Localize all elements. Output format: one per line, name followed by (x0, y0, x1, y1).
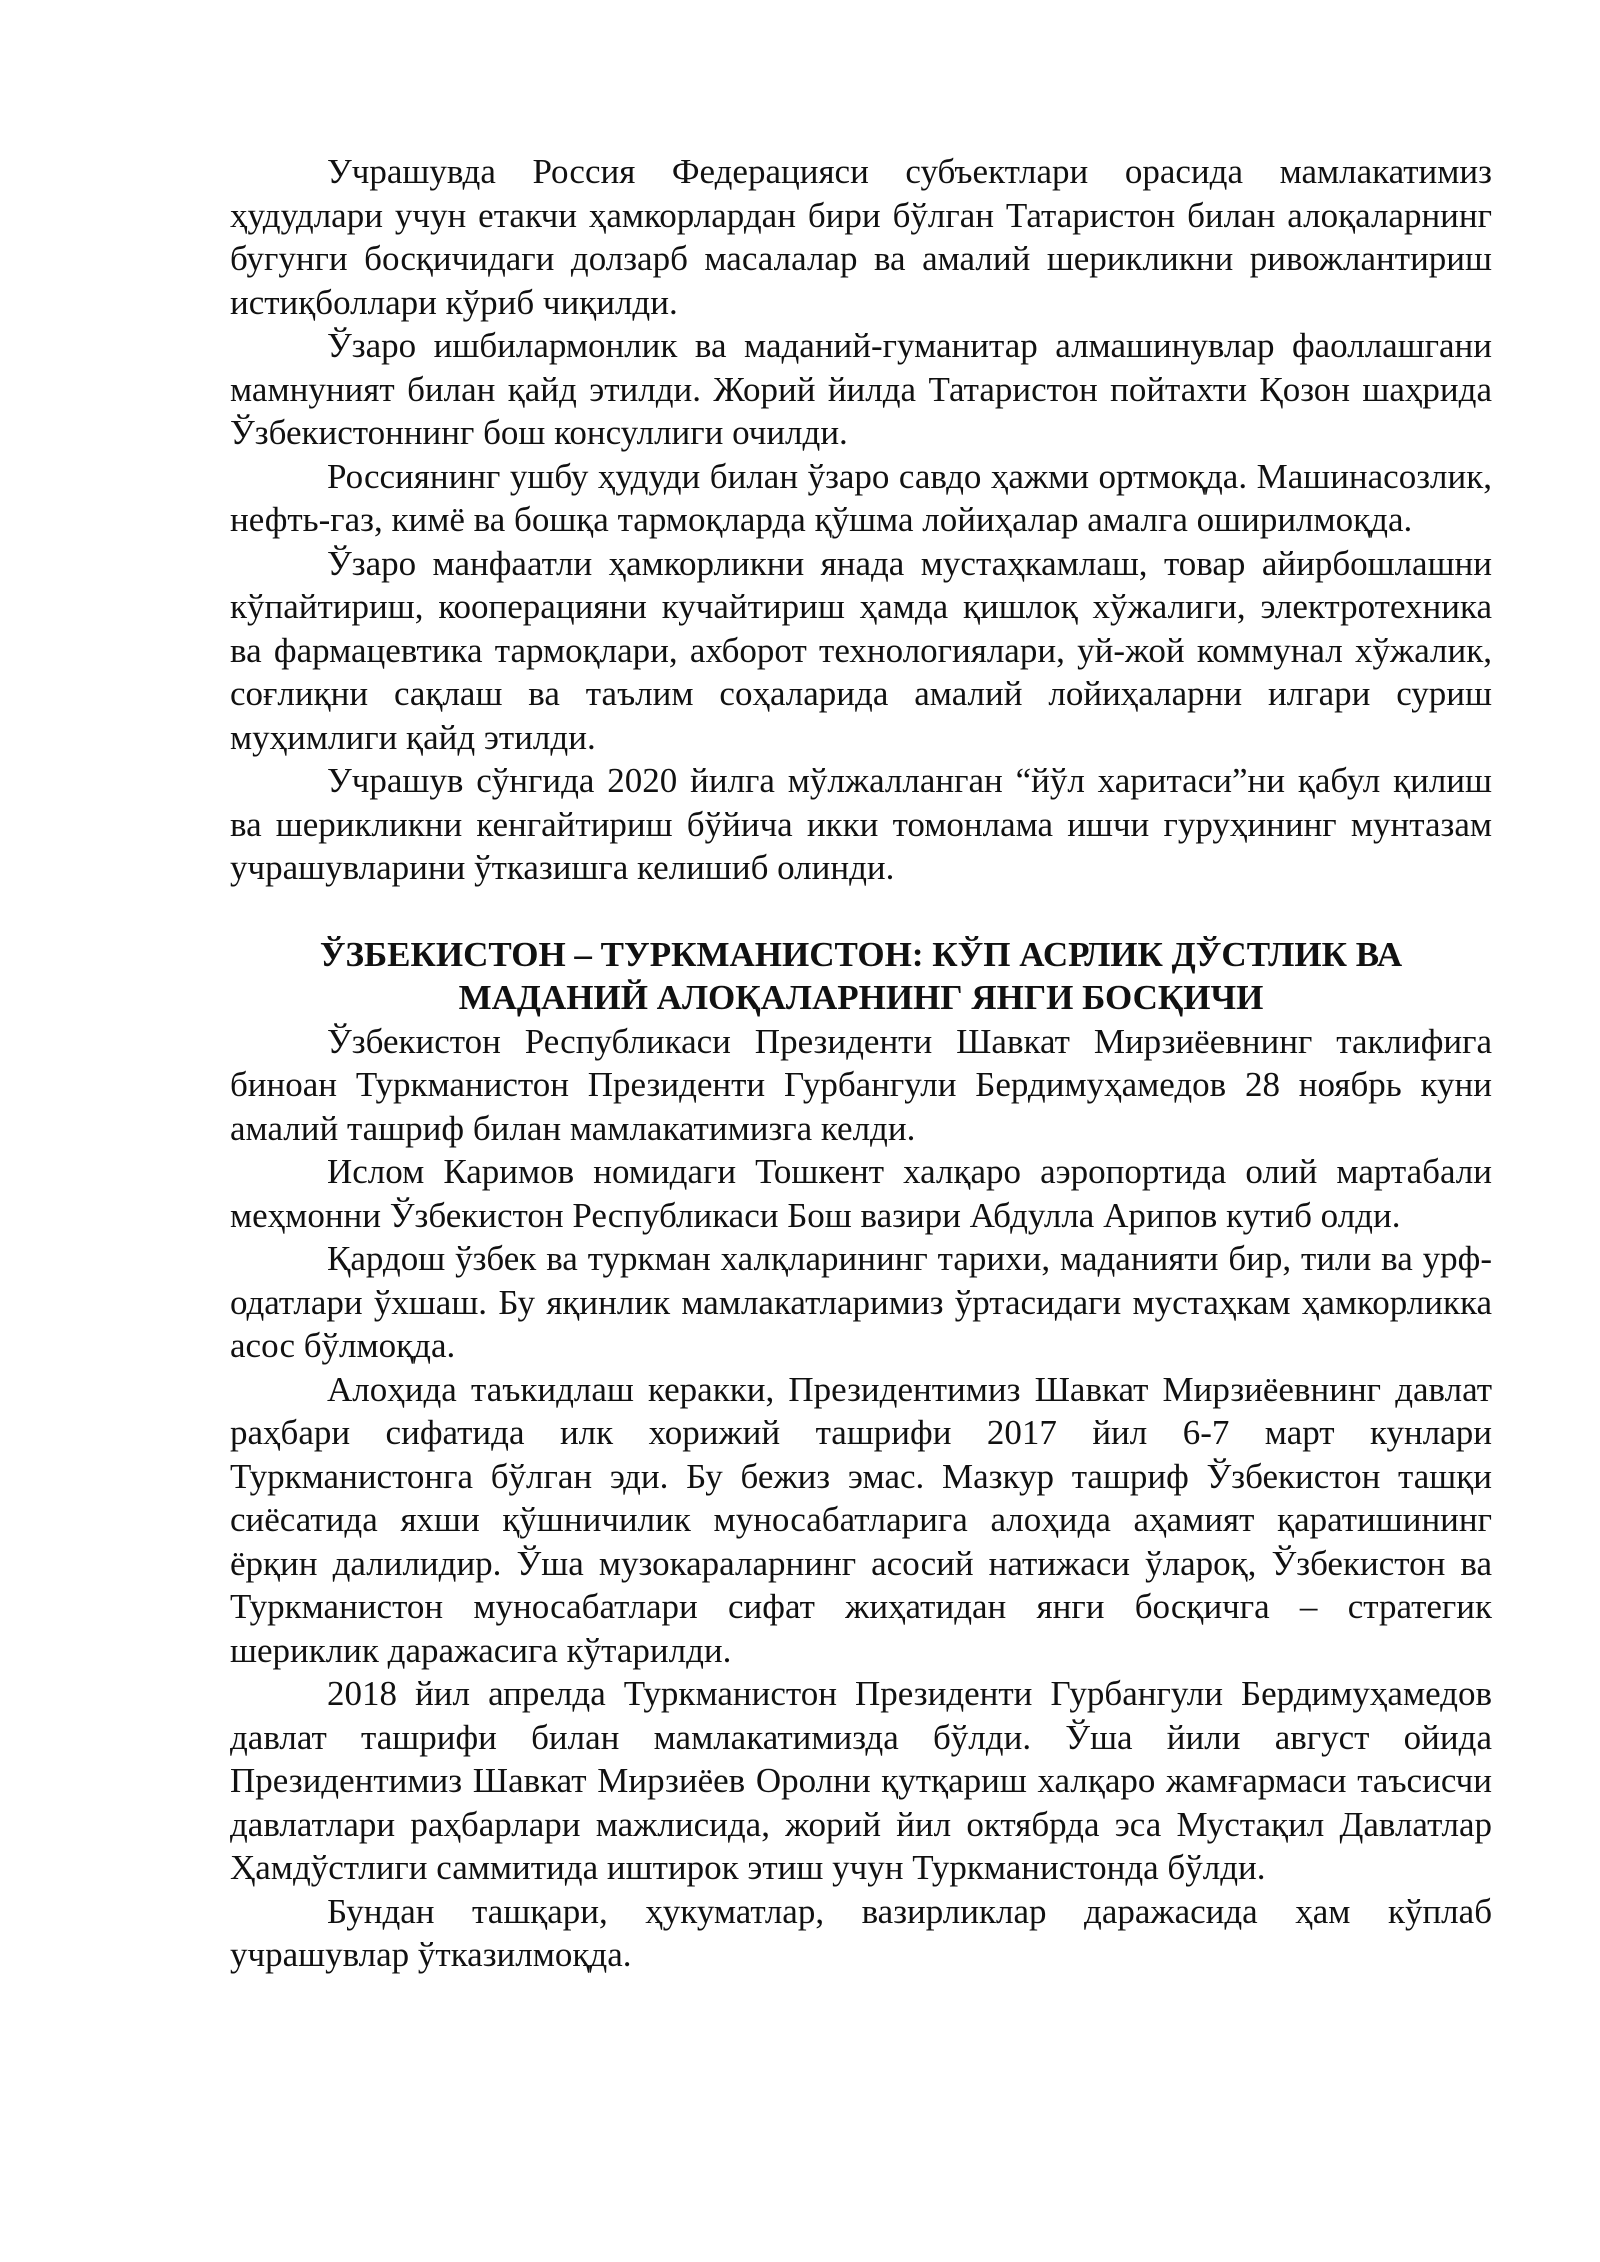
paragraph-airport-welcome: Ислом Каримов номидаги Тошкент халқаро аэропортида олий мартабали меҳмонни Ўзбекистон Республикаси Бош вазири Абдулла Арипов кутиб олди. (230, 1152, 1492, 1235)
paragraph-cooperation-areas: Ўзаро манфаатли ҳамкорликни янада мустаҳкамлаш, товар айирбошлашни кўпайтириш, кооперацияни кучайтириш ҳамда қишлоқ хўжалиги, электротехника ва фармацевтика тармоқлари, ахборот технологиялари, уй-жой коммунал хўжалик, соғлиқни сақлаш ва таълим соҳаларида амалий лойиҳаларни илгари суриш муҳимлиги қайд этилди. (230, 543, 1492, 757)
paragraph-trade-volume: Россиянинг ушбу ҳудуди билан ўзаро савдо ҳажми ортмоқда. Машинасозлик, нефть-газ, кимё ва бошқа тармоқларда қўшма лойиҳалар амалга оширилмоқда. (230, 456, 1492, 539)
paragraph-first-foreign-visit: Алоҳида таъкидлаш керакки, Президентимиз Шавкат Мирзиёевнинг давлат раҳбари сифатида илк хорижий ташрифи 2017 йил 6-7 март кунлари Туркманистонга бўлган эди. Бу бежиз эмас. Мазкур ташриф Ўзбекистон ташқи сиёсатида яхши қўшничилик муносабатларига алоҳида аҳамият қаратишининг ёрқин далилидир. Ўша музокараларнинг асосий натижаси ўлароқ, Ўзбекистон ва Туркманистон муносабатлари сифат жиҳатидан янги босқичга – стратегик шериклик даражасига кўтарилди. (230, 1369, 1492, 1670)
paragraph-tatarstan-meeting: Учрашувда Россия Федерацияси субъектлари орасида мамлакатимиз ҳудудлари учун етакчи ҳамкорлардан бири бўлган Татаристон билан алоқаларнинг бугунги босқичидаги долзарб масалалар ва амалий шерикликни ривожлантириш истиқболлари кўриб чиқилди. (230, 152, 1492, 322)
section-title (230, 933, 1492, 1020)
paragraph-visit-invitation: Ўзбекистон Республикаси Президенти Шавкат Мирзиёевнинг таклифига биноан Туркманистон Президенти Гурбангули Бердимуҳамедов 28 ноябрь куни амалий ташриф билан мамлакатимизга келди. (230, 1021, 1492, 1148)
paragraph-shared-heritage: Қардош ўзбек ва туркман халқларининг тарихи, маданияти бир, тили ва урф-одатлари ўхшаш. Бу яқинлик мамлакатларимиз ўртасидаги мустаҳкам ҳамкорликка асос бўлмоқда. (230, 1239, 1492, 1365)
paragraph-2018-visits: 2018 йил апрелда Туркманистон Президенти Гурбангули Бердимуҳамедов давлат ташрифи билан мамлакатимизда бўлди. Ўша йили август ойида Президентимиз Шавкат Мирзиёев Оролни қутқариш халқаро жамғармаси таъсисчи давлатлари раҳбарлари мажлисида, жорий йил октябрда эса Мустақил Давлатлар Ҳамдўстлиги саммитида иштирок этиш учун Туркманистонда бўлди. (230, 1674, 1492, 1887)
paragraph-government-meetings: Бундан ташқари, ҳукуматлар, вазирликлар даражасида ҳам кўплаб учрашувлар ўтказилмоқда. (230, 1891, 1492, 1974)
section-title-line-1: ЎЗБЕКИСТОН – ТУРКМАНИСТОН: КЎП АСРЛИК ДЎСТЛИК ВА (319, 934, 1403, 974)
section-title-line-2: МАДАНИЙ АЛОҚАЛАРНИНГ ЯНГИ БОСҚИЧИ (458, 978, 1264, 1017)
paragraph-business-exchange: Ўзаро ишбилармонлик ва маданий-гуманитар алмашинувлар фаоллашгани мамнуният билан қайд этилди. Жорий йилда Татаристон пойтахти Қозон шаҳрида Ўзбекистоннинг бош консуллиги очилди. (230, 326, 1492, 452)
document-page (230, 150, 1492, 1977)
paragraph-roadmap: Учрашув сўнгида 2020 йилга мўлжалланган “йўл харитаси”ни қабул қилиш ва шерикликни кенгайтириш бўйича икки томонлама ишчи гуруҳининг мунтазам учрашувларини ўтказишга келишиб олинди. (230, 761, 1492, 887)
